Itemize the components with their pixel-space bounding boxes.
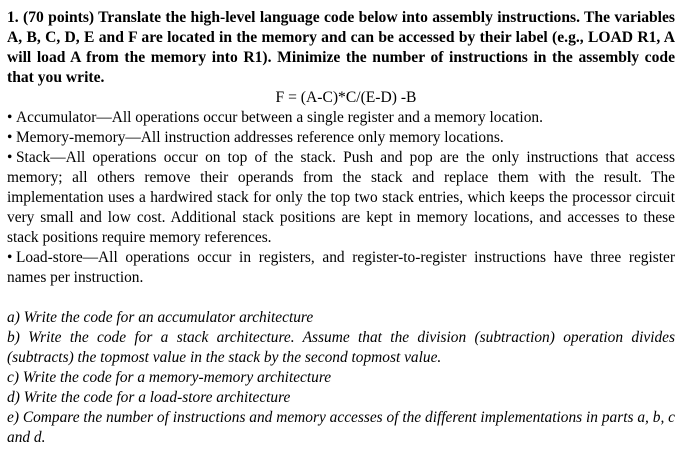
architecture-text: Stack—All operations occur on top of the stack. Push and pop are the only instructions that access memory; all others remove their operands from the stack and replace them with the result. The implementation uses a hardwired stack for only the top two stack entries, which keeps the processor circuit very small and low cost. Additional stack positions are kept in memory locations, and accesses to these stack positions require memory references. [7, 149, 675, 246]
architecture-item-stack [7, 148, 675, 248]
architecture-text: Load-store—All operations occur in registers, and register-to-register instructions have three register names per instruction. [7, 249, 675, 286]
architecture-list [7, 108, 675, 288]
architecture-item-load-store [7, 248, 675, 288]
architecture-text: Memory-memory—All instruction addresses reference only memory locations. [16, 129, 504, 146]
problem-heading: 1. (70 points) Translate the high-level language code below into assembly instructions. The variables A, B, C, D, E and F are located in the memory and can be accessed by their label (e.g., LOAD R1, A will load A from the memory into R1). Minimize the number of instructions in the assembly code that you write. [7, 9, 675, 86]
question-list [7, 308, 675, 448]
formula: F = (A-C)*C/(E-D) -B [275, 89, 417, 106]
bullet-mark: • [7, 149, 13, 166]
question-e: e) Compare the number of instructions and memory accesses of the different implementations in parts a, b, c and d. [7, 409, 675, 446]
bullet-mark: • [7, 249, 13, 266]
question-c: c) Write the code for a memory-memory architecture [7, 369, 332, 386]
architecture-item-memory-memory [7, 128, 675, 148]
spacer [7, 288, 675, 308]
question-a: a) Write the code for an accumulator architecture [7, 309, 314, 326]
architecture-item-accumulator [7, 108, 675, 128]
question-d: d) Write the code for a load-store architecture [7, 389, 291, 406]
bullet-mark: • [7, 109, 13, 126]
architecture-text: Accumulator—All operations occur between a single register and a memory location. [16, 109, 543, 126]
question-b: b) Write the code for a stack architecture. Assume that the division (subtraction) operation divides (subtracts) the topmost value in the stack by the second topmost value. [7, 329, 675, 366]
bullet-mark: • [7, 129, 13, 146]
